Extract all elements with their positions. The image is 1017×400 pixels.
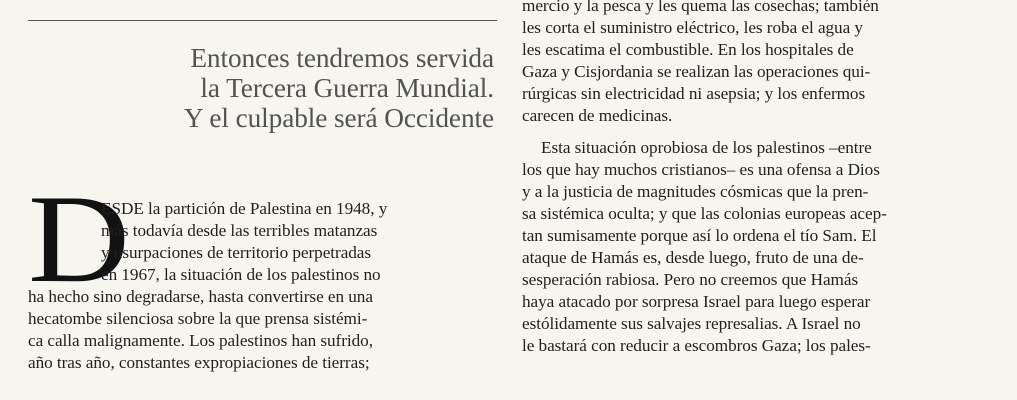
body-text-line: y a la justicia de magnitudes cósmicas que la pren- — [522, 182, 869, 201]
body-text-line: carecen de medicinas. — [522, 106, 673, 125]
body-text-line: año tras año, constantes expropiaciones de tierras; — [28, 353, 370, 372]
body-text-line: Esta situación oprobiosa de los palestinos –entre — [541, 138, 872, 157]
pullquote — [28, 43, 494, 133]
body-text-line: sa sistémica oculta; y que las colonias europeas acep- — [522, 204, 887, 223]
drop-cap: D — [28, 198, 130, 309]
body-text-line: ca calla malignamente. Los palestinos han sufrido, — [28, 331, 373, 350]
pullquote-line: Y el culpable será Occidente — [184, 103, 494, 133]
body-text-line: tan sumisamente porque así lo ordena el tío Sam. El — [522, 226, 877, 245]
column-rule — [28, 20, 497, 21]
body-text-line: sesperación rabiosa. Pero no creemos que Hamás — [522, 270, 859, 289]
body-text-line: ha hecho sino degradarse, hasta convertirse en una — [28, 287, 373, 306]
body-text-line: ESDE la partición de Palestina en 1948, y — [101, 199, 388, 218]
body-text-line: en 1967, la situación de los palestinos no — [101, 265, 381, 284]
body-text-line: rúrgicas sin electricidad ni asepsia; y los enfermos — [522, 84, 866, 103]
body-text-line: más todavía desde las terribles matanzas — [101, 221, 378, 240]
pullquote-line: la Tercera Guerra Mundial. — [200, 73, 494, 103]
body-text-line: les escatima el combustible. En los hospitales de — [522, 40, 854, 59]
body-text-line: mercio y la pesca y les quema las cosechas; también — [522, 0, 879, 15]
pullquote-line: Entonces tendremos servida — [190, 43, 494, 73]
body-text-line: haya atacado por sorpresa Israel para luego esperar — [522, 292, 871, 311]
body-text-line: estólidamente sus salvajes represalias. A Israel no — [522, 314, 861, 333]
body-text-line: hecatombe silenciosa sobre la que prensa sistémi- — [28, 309, 368, 328]
left-column-body — [28, 198, 497, 400]
body-text-line: Gaza y Cisjordania se realizan las operaciones qui- — [522, 62, 871, 81]
body-text-line: ataque de Hamás es, desde luego, fruto de una de- — [522, 248, 864, 267]
body-text-line: los que hay muchos cristianos– es una ofensa a Dios — [522, 160, 880, 179]
body-text-line: y usurpaciones de territorio perpetradas — [101, 243, 372, 262]
body-text-line: le bastará con reducir a escombros Gaza; los pales- — [522, 336, 871, 355]
body-text-line: les corta el suministro eléctrico, les roba el agua y — [522, 18, 863, 37]
right-column-body — [522, 0, 1002, 400]
